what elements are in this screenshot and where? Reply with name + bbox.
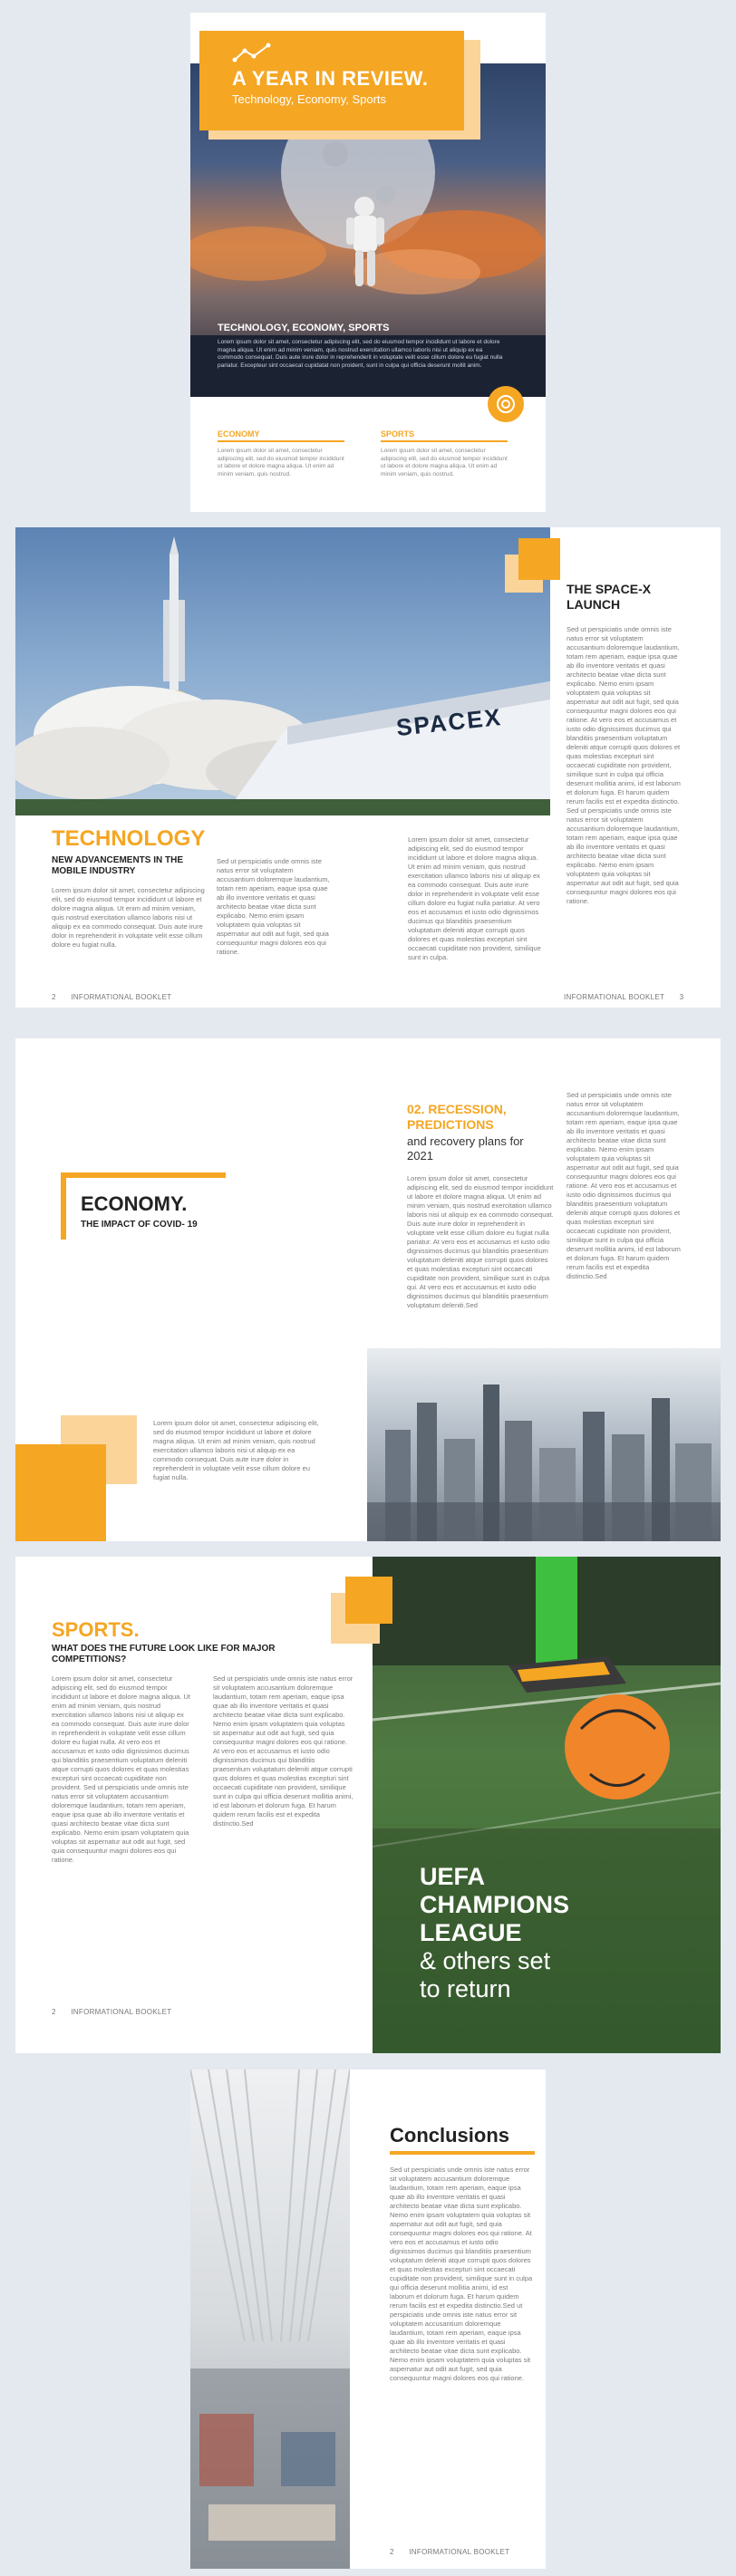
economy-col-right: Sed ut perspiciatis unde omnis iste natus error sit voluptatem accusantium doloremque laudantium, totam rem aperiam, eaque ipsa quae ab illo inventore veritatis et quasi architecto beatae vitae dicta sunt explicabo. Nemo enim ipsam voluptatem quia voluptas sit aspernatur aut odit aut fugit, sed quia consequuntur magni dolores eos qui ratione. At vero eos et accusamus et iusto odio dignissimos ducimus qui blanditiis praesentium voluptatum deleniti atque corrupti quos dolores et quas molestias excepturi sint occaecati cupiditate non provident, similique sunt in culpa qui officia deserunt mollitia animi, id est laborum et dolorum fuga. Et harum quidem rerum facilis est et expedita distinctio.Sed xyxy=(567,1091,681,1280)
cover-col2-text: Lorem ipsum dolor sit amet, consectetur adipiscing elit, sed do eiusmod tempor incididunt ut labore et dolore magna aliqua. Ut enim ad minim veniam, quis nostrud. xyxy=(381,448,508,478)
tech-col2: Sed ut perspiciatis unde omnis iste natus error sit voluptatem accusantium doloremque laudantium, totam rem aperiam, eaque ipsa quae ab illo inventore veritatis et quasi architecto beatae vitae dicta sunt explicabo. Nemo enim ipsam voluptatem quia voluptas sit aspernatur aut odit aut fugit, sed quia consequuntur magni dolores eos qui ratione. xyxy=(217,857,330,956)
sports-accent-square xyxy=(345,1577,392,1624)
cover-intro: Lorem ipsum dolor sit amet, consectetur adipiscing elit, sed do eiusmod tempor incididunt ut labore et dolore magna aliqua. Ut enim ad minim veniam, quis nostrud exercitation ullamco laboris nisi ut aliquip ex ea commodo consequat. Duis aute irure dolor in reprehenderit in voluptate velit esse cillum dolore eu fugiat nulla pariatur. Excepteur sint occaecat cupidatat non proident, sunt in culpa qui officia deserunt mollit anim. xyxy=(218,339,503,369)
cover-col1-rule xyxy=(218,440,344,442)
conclusions-spread xyxy=(190,2069,546,2569)
headline-line-4: & others set xyxy=(420,1947,551,1974)
economy-col-mid: Lorem ipsum dolor sit amet, consectetur adipiscing elit, sed do eiusmod tempor incididunt ut labore et dolore magna aliqua. Ut enim ad minim veniam, quis nostrud exercitation ullamco laboris nisi ut aliquip ex ea commodo consequat. Duis aute irure dolor in reprehenderit in voluptate velit esse cillum dolore eu fugiat nulla pariatur. At vero eos et accusamus et iusto odio dignissimos ducimus qui blanditiis praesentium voluptatum deleniti atque corrupti quos dolores et quas molestias excepturi sint occaecati cupiditate non provident, similique sunt in culpa qui. At vero eos et accusamus et iusto odio dignissimos ducimus qui blanditiis praesentium voluptatum deleniti.Sed xyxy=(407,1174,554,1309)
trend-line-icon xyxy=(232,42,272,63)
economy-accent-square xyxy=(15,1444,106,1541)
page-number: 2 xyxy=(52,993,56,1001)
conclusions-title: Conclusions xyxy=(390,2124,510,2147)
page-number: 3 xyxy=(679,993,684,1001)
technology-spread xyxy=(15,527,721,1008)
economy-title: ECONOMY. xyxy=(81,1192,188,1215)
architecture-photo xyxy=(190,2069,350,2569)
sports-footer xyxy=(52,2008,171,2016)
cover-subtitle: Technology, Economy, Sports xyxy=(232,92,387,106)
tech-subtitle: NEW ADVANCEMENTS IN THE MOBILE INDUSTRY xyxy=(52,855,183,876)
page-number: 2 xyxy=(390,2548,394,2556)
headline-line-2: CHAMPIONS xyxy=(420,1891,570,1918)
tech-footer-right xyxy=(564,993,683,1001)
cover-page xyxy=(190,13,546,512)
footer-label: INFORMATIONAL BOOKLET xyxy=(409,2548,510,2556)
economy-subtitle: THE IMPACT OF COVID- 19 xyxy=(81,1220,198,1230)
cover-logo-icon xyxy=(488,386,524,422)
sports-col2: Sed ut perspiciatis unde omnis iste natus error sit voluptatem accusantium doloremque laudantium, totam rem aperiam, eaque ipsa quae ab illo inventore veritatis et quasi architecto beatae vitae dicta sunt explicabo. Nemo enim ipsam voluptatem quia voluptas sit aspernatur aut odit aut fugit, sed quia consequuntur magni dolores eos qui ratione. At vero eos et accusamus et iusto odio dignissimos ducimus qui blanditiis praesentium voluptatum deleniti atque corrupti quos dolores et quas molestias excepturi sint occaecati cupiditate non provident, similique sunt in culpa qui officia deserunt mollitia animi, id est laborum et dolorum fuga. Et harum quidem rerum facilis est et expedita distinctio.Sed xyxy=(213,1674,353,1828)
tech-col1: Lorem ipsum dolor sit amet, consectetur adipiscing elit, sed do eiusmod tempor incididunt ut labore et dolore magna aliqua. Ut enim ad minim veniam, quis nostrud exercitation ullamco laboris nisi ut aliquip ex ea commodo consequat. Duis aute irure dolor in reprehenderit in voluptate velit esse cillum dolore eu fugiat nulla. xyxy=(52,886,205,949)
page-number: 2 xyxy=(52,2008,56,2016)
headline-line-1: UEFA xyxy=(420,1863,486,1890)
spacex-title: THE SPACE-X LAUNCH xyxy=(567,582,652,612)
conclusions-footer xyxy=(390,2548,509,2556)
sports-subtitle: WHAT DOES THE FUTURE LOOK LIKE FOR MAJOR COMPETITIONS? xyxy=(52,1644,276,1664)
cover-title: A YEAR IN REVIEW. xyxy=(232,67,429,90)
sports-spread xyxy=(15,1557,721,2053)
conclusions-text: Sed ut perspiciatis unde omnis iste natus error sit voluptatem accusantium doloremque laudantium, totam rem aperiam, eaque ipsa quae ab illo inventore veritatis et quasi architecto beatae vitae dicta sunt explicabo. Nemo enim ipsam voluptatem quia voluptas sit aspernatur aut odit aut fugit, sed quia consequuntur magni dolores eos qui ratione. At vero eos et accusamus et iusto odio dignissimos ducimus qui blanditiis praesentium voluptatum deleniti atque corrupti quos dolores et quas molestias excepturi sint occaecati cupiditate non provident, similique sunt in culpa qui officia deserunt mollitia animi, id est laborum et dolorum fuga. Et harum quidem rerum facilis est et expedita distinctio.Sed ut perspiciatis unde omnis iste natus error sit voluptatem accusantium doloremque laudantium, totam rem aperiam, eaque ipsa quae ab illo inventore veritatis et quasi architecto beatae vitae dicta sunt explicabo. Nemo enim ipsam voluptatem quia voluptas sit aspernatur aut odit aut fugit, sed quia consequuntur magni dolores eos qui ratione. xyxy=(390,2166,533,2382)
tech-footer-left xyxy=(52,993,171,1001)
city-skyline-photo xyxy=(367,1348,721,1541)
headline-line-3: LEAGUE xyxy=(420,1919,522,1946)
cover-heading: TECHNOLOGY, ECONOMY, SPORTS xyxy=(218,323,390,333)
economy-col-low: Lorem ipsum dolor sit amet, consectetur adipiscing elit, sed do eiusmod tempor incididunt ut labore et dolore magna aliqua. Ut enim ad minim veniam, quis nostrud exercitation ullamco laboris nisi ut aliquip ex ea commodo consequat. Duis aute irure dolor in reprehenderit in voluptate velit esse cillum dolore eu fugiat nulla. xyxy=(153,1419,319,1481)
headline-line-5: to return xyxy=(420,1975,511,2002)
sports-col1: Lorem ipsum dolor sit amet, consectetur adipiscing elit, sed do eiusmod tempor incididunt ut labore et dolore magna aliqua. Ut enim ad minim veniam, quis nostrud exercitation ullamco laboris nisi ut aliquip ex ea commodo consequat. Duis aute irure dolor in reprehenderit in voluptate velit esse cillum dolore eu fugiat nulla. At vero eos et accusamus et iusto odio dignissimos ducimus qui blanditiis praesentium voluptatum deleniti atque corrupti quos dolores et quas molestias excepturi sint occaecati cupiditate non provident. Sed ut perspiciatis unde omnis iste natus error sit voluptatem accusantium doloremque laudantium, totam rem aperiam, eaque ipsa quae ab illo inventore veritatis et quasi architecto beatae vitae dicta sunt explicabo. Nemo enim ipsam voluptatem quia voluptas sit aspernatur aut odit aut fugit, sed quia consequuntur magni dolores eos qui ratione. xyxy=(52,1674,191,1864)
building-sign: SPACEX xyxy=(394,702,504,742)
cover-title-block xyxy=(199,31,464,130)
cover-col1-label: ECONOMY xyxy=(218,429,260,439)
footer-label: INFORMATIONAL BOOKLET xyxy=(564,993,665,1001)
economy-spread xyxy=(15,1038,721,1541)
economy-section-sub: and recovery plans for 2021 xyxy=(407,1134,524,1163)
football-photo xyxy=(373,1557,721,2053)
cover-col1-text: Lorem ipsum dolor sit amet, consectetur adipiscing elit, sed do eiusmod tempor incididunt ut labore et dolore magna aliqua. Ut enim ad minim veniam, quis nostrud. xyxy=(218,448,344,478)
rocket-illustration xyxy=(15,527,550,815)
economy-section-number: 02. RECESSION, PREDICTIONS xyxy=(407,1102,507,1132)
footer-label: INFORMATIONAL BOOKLET xyxy=(71,993,172,1001)
skyline-illustration xyxy=(367,1348,721,1541)
tech-col3: Lorem ipsum dolor sit amet, consectetur adipiscing elit, sed do eiusmod tempor incididunt ut labore et dolore magna aliqua. Ut enim ad minim veniam, quis nostrud exercitation ullamco laboris nisi ut aliquip ex ea commodo consequat. Duis aute irure dolor in reprehenderit in voluptate velit esse cillum dolore eu fugiat nulla pariatur. At vero eos et accusamus et iusto odio dignissimos ducimus qui blanditiis praesentium voluptatum deleniti atque corrupti quos dolores et quas molestias excepturi sint occaecati cupiditate non provident, similique sunt in culpa. xyxy=(408,835,541,961)
rocket-launch-photo xyxy=(15,527,550,815)
tech-title: TECHNOLOGY xyxy=(52,826,206,851)
footer-label: INFORMATIONAL BOOKLET xyxy=(71,2008,172,2016)
sports-title: SPORTS. xyxy=(52,1618,140,1641)
spacex-text: Sed ut perspiciatis unde omnis iste natus error sit voluptatem accusantium doloremque laudantium, totam rem aperiam, eaque ipsa quae ab illo inventore veritatis et quasi architecto beatae vitae dicta sunt explicabo. Nemo enim ipsam voluptatem quia voluptas sit aspernatur aut odit aut fugit, sed quia consequuntur magni dolores eos qui ratione. At vero eos et accusamus et iusto odio dignissimos ducimus qui blanditiis praesentium voluptatum deleniti atque corrupti quos dolores et quas molestias excepturi sint occaecati cupiditate non provident, similique sunt in culpa qui officia deserunt mollitia animi, id est laborum et dolorum fuga. Et harum quidem rerum facilis est et expedita distinctio. Sed ut perspiciatis unde omnis iste natus error sit voluptatem accusantium doloremque laudantium, totam rem aperiam, eaque ipsa quae ab illo inventore veritatis et quasi architecto beatae vitae dicta sunt explicabo. Nemo enim ipsam voluptatem quia voluptas sit aspernatur aut odit aut fugit, sed quia consequuntur magni dolores eos qui ratione. xyxy=(567,625,681,905)
architecture-illustration xyxy=(190,2069,350,2569)
conclusions-rule xyxy=(390,2151,535,2155)
cover-col2-label: SPORTS xyxy=(381,429,415,439)
cover-col2-rule xyxy=(381,440,508,442)
tech-accent-square xyxy=(518,538,560,580)
photo-headline xyxy=(420,1863,569,2003)
